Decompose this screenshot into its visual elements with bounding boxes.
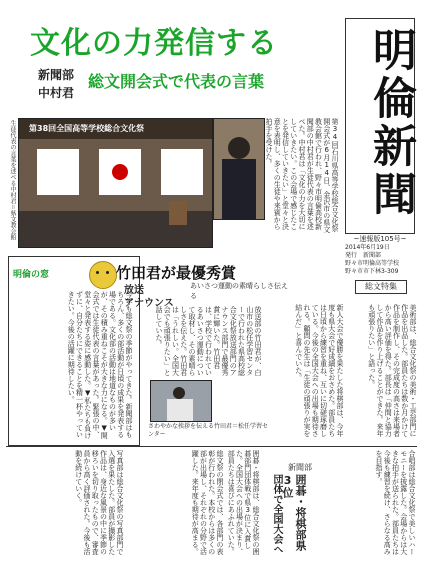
rank-club-label: 新聞部 [288, 463, 312, 472]
feature-photo [150, 380, 212, 422]
special-label: 総文特集 [355, 280, 407, 294]
banner-subhead: 総文開会式で代表の言葉 [88, 72, 265, 91]
flag-right [161, 149, 203, 195]
feature-sub2: アナウンス [124, 298, 174, 309]
column-title-text: 明倫の窓 [13, 270, 50, 280]
edition-label: ~速報版105号~ [353, 235, 407, 243]
feature-headline: 竹田君が最優秀賞 [116, 264, 237, 282]
feature-tagline: あいさつ運動の素晴らしさ伝える [190, 282, 288, 300]
far-right-article: 合唱部は総合文化祭で美しいハーモニーを披露した。会場からは大きな拍手が送られた。部員たちは今後も練習を続け、さらなる高みを目指す。 [375, 450, 416, 555]
mid-article: 新人大会で優勝を果たした将棋部は、今年度も県大会で好成績をおさめた。部員たちは日頃から練習を重ね、互いに切磋琢磨している。今後の全国大会への出場も期待される。顧問の先生は「生徒の頑張りが実を結んだ」と喜んでいた。 [294, 304, 344, 437]
banner-text: 第38回全国高等学校総合文化祭 [29, 124, 145, 133]
speaker-photo [213, 118, 265, 220]
podium [169, 201, 187, 225]
banner-headline: 文化の力発信する [30, 26, 278, 61]
banner [8, 22, 338, 114]
flag-left [37, 149, 79, 195]
issue-date: 2014年6月19日 [345, 244, 390, 251]
bottom-left-article: 写真部は総合文化祭の写真部門で入選を果たした。部員が撮影した作品は、身近な風景の中に季節の移ろいを切り取ったもので、審査員から高く評価された。今後も活動を続けていく。 [74, 450, 124, 555]
feature-photo-caption: さわやかな挨拶を伝える竹田君＝松任学習センター [148, 423, 269, 438]
masthead-box [345, 18, 415, 234]
right-article: 美術部は、総合文化祭の美術・工芸部門に作品を出品した。部員たちは数か月かけて作品を制作し、その完成度の高さは来場者から高い評価を得た。部長は「仲間と協力して作品を作り上げることができた。来年も頑張りたい」と語った。 [367, 304, 417, 437]
column-box [8, 256, 140, 446]
rank-sub: 団体で全国大会へ [271, 474, 282, 554]
rank-body: 囲碁・将棋部は、総合文化祭の囲碁部門団体戦で県3位に入賞した。全国大会への出場が決まり、部員たちは喜びにあふれていた。 [227, 450, 260, 555]
publisher: 発行 新聞部 [345, 252, 382, 259]
feature-body: 放送部の竹田君が、白山市の松任学習センターで行われた県高校総合文化祭放送部門のアナウンス部門で最優秀賞に輝いた。竹田君は、学校で行われているあいさつ運動について取材し、その素晴らしさを伝えた。竹田君は「うれしい。全国大会でも頑張りたい」と話していた。 [155, 306, 262, 376]
lead-article: 第34回石川県高等学校総合文化祭開会式が6月14日、金沢市の県文教会館で行われ、野々市明倫高校新聞部の中村君が生徒代表の言葉を述べた。中村君は「文化の力を大切にしていきたい。この会場で感じたことを発信していきたい」と堂々と決意を表明し、多くの生徒や来賓から拍手を受けた。 [265, 118, 339, 233]
banner-name: 中村君 [38, 86, 75, 100]
mascot-icon [89, 261, 117, 289]
school-address: 野々市市下林3-309 [345, 268, 399, 275]
banner-club: 新聞部 [38, 68, 75, 82]
rank-headline: 囲碁・将棋部県3位 [281, 474, 307, 551]
masthead-info [345, 244, 417, 276]
column-title [13, 267, 49, 280]
flag-mid [99, 149, 141, 195]
divider-line [6, 446, 417, 447]
column-body: 今年も総文祭の季節がやってきた。新聞部はもちろん、多くの部活動が日頃の成果を発表する場である。文化部の活動は地道なものが多いが、その積み重ねこそが大きな力になる。▼開会式では生徒代表の言葉があった。緊張の中、堂々と発表する姿に感動した。▼私たちも負けずに、自分たちにできることを精一杯やっていきたい。今後の活躍に期待したい。 [67, 291, 133, 439]
ceremony-photo [18, 118, 213, 248]
ceremony-caption: 生徒代表の言葉を述べる中村君＝県文教会館 [9, 120, 16, 240]
bottom-mid-article: 総文祭の閉会式では、各部門の表彰が行われた。本校からは多くの部が出場し、それぞれの分野で活躍した。来年度も期待が高まる。 [191, 450, 224, 555]
feature-sub1: 放送 [124, 285, 144, 296]
school-name: 野々市明倫高等学校 [345, 260, 400, 267]
masthead-title: 明倫新聞 [365, 27, 416, 219]
